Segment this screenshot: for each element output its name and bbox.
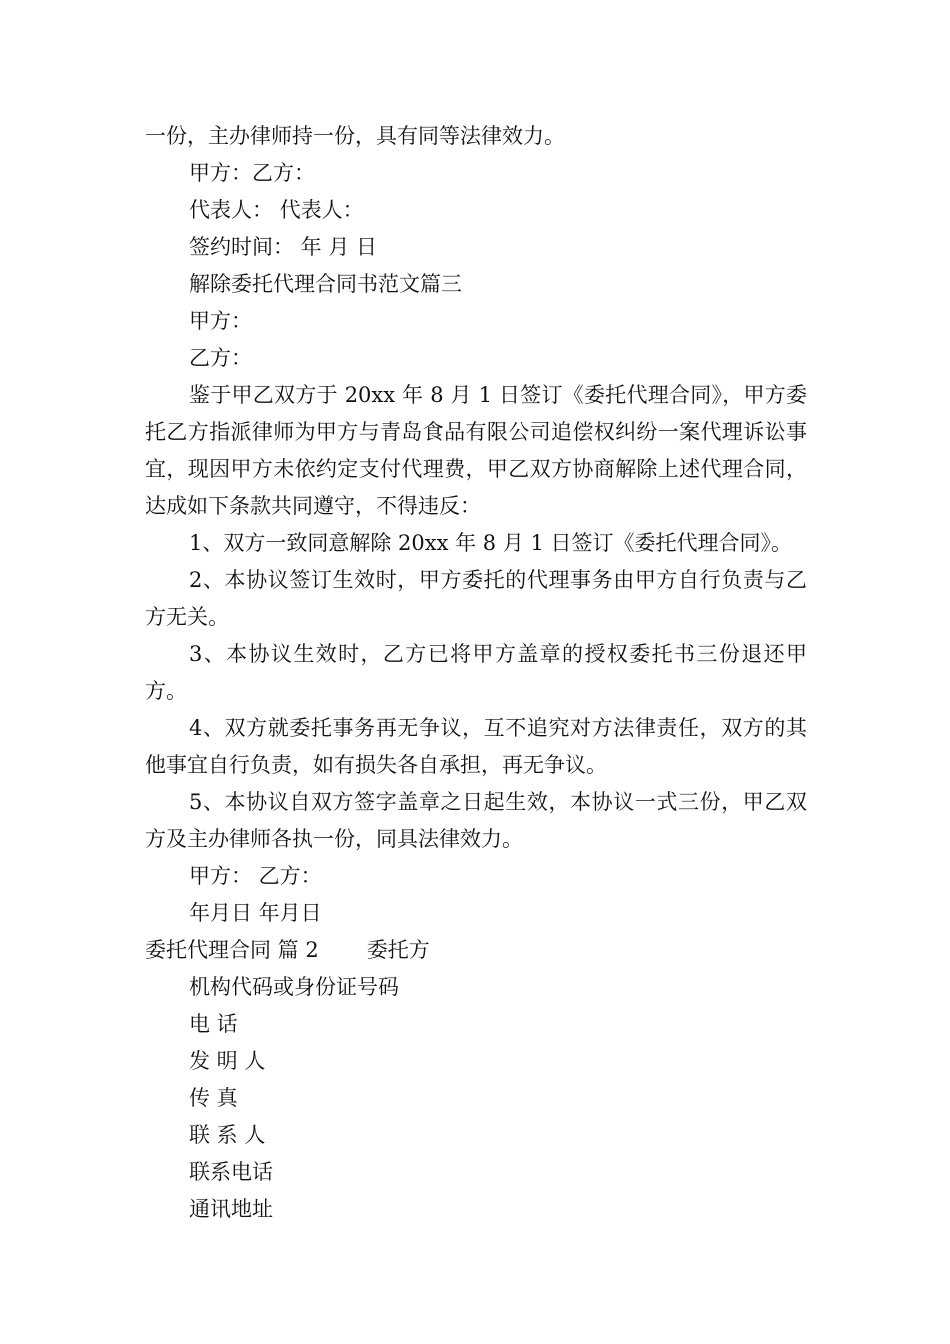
signature-parties-line: 甲方：乙方： — [189, 161, 315, 185]
document-page — [145, 118, 807, 1228]
field-fax: 传 真 — [189, 1086, 238, 1110]
clause-5: 5、本协议自双方签字盖章之日起生效，本协议一式三份，甲乙双方及主办律师各执一份，同具法律效力。 — [145, 790, 807, 851]
field-phone: 电 话 — [189, 1012, 238, 1036]
section-title-line — [145, 932, 807, 969]
party-b-line: 乙方： — [189, 346, 252, 370]
field-org-code: 机构代码或身份证号码 — [189, 975, 399, 999]
preamble-paragraph: 鉴于甲乙双方于 20xx 年 8 月 1 日签订《委托代理合同》，甲方委托乙方指派律师为甲方与青岛食品有限公司追偿权纠纷一案代理诉讼事宜，现因甲方未依约定支付代理费，甲乙双方协商解除上述代理合同，达成如下条款共同遵守，不得违反： — [145, 383, 807, 518]
signature-dates-line: 年月日 年月日 — [189, 901, 322, 925]
field-contact: 联 系 人 — [189, 1123, 266, 1147]
continued-paragraph: 一份，主办律师持一份，具有同等法律效力。 — [145, 124, 565, 148]
clause-4: 4、双方就委托事务再无争议，互不追究对方法律责任，双方的其他事宜自行负责，如有损失各自承担，再无争议。 — [145, 716, 807, 777]
section-title-tail: 委托方 — [366, 938, 430, 962]
section-title: 委托代理合同 篇 2 — [145, 938, 319, 962]
signing-date-line: 签约时间： 年 月 日 — [189, 235, 378, 259]
field-address: 通讯地址 — [189, 1197, 273, 1221]
field-inventor: 发 明 人 — [189, 1049, 266, 1073]
section-heading: 解除委托代理合同书范文篇三 — [189, 272, 462, 296]
signature-parties-line-2: 甲方： 乙方： — [189, 864, 322, 888]
representative-line: 代表人： 代表人： — [189, 198, 364, 222]
field-contact-phone: 联系电话 — [189, 1160, 273, 1184]
clause-3: 3、本协议生效时，乙方已将甲方盖章的授权委托书三份退还甲方。 — [145, 642, 807, 703]
clause-2: 2、本协议签订生效时，甲方委托的代理事务由甲方自行负责与乙方无关。 — [145, 568, 807, 629]
party-a-line: 甲方： — [189, 309, 252, 333]
clause-1: 1、双方一致同意解除 20xx 年 8 月 1 日签订《委托代理合同》。 — [189, 531, 793, 555]
